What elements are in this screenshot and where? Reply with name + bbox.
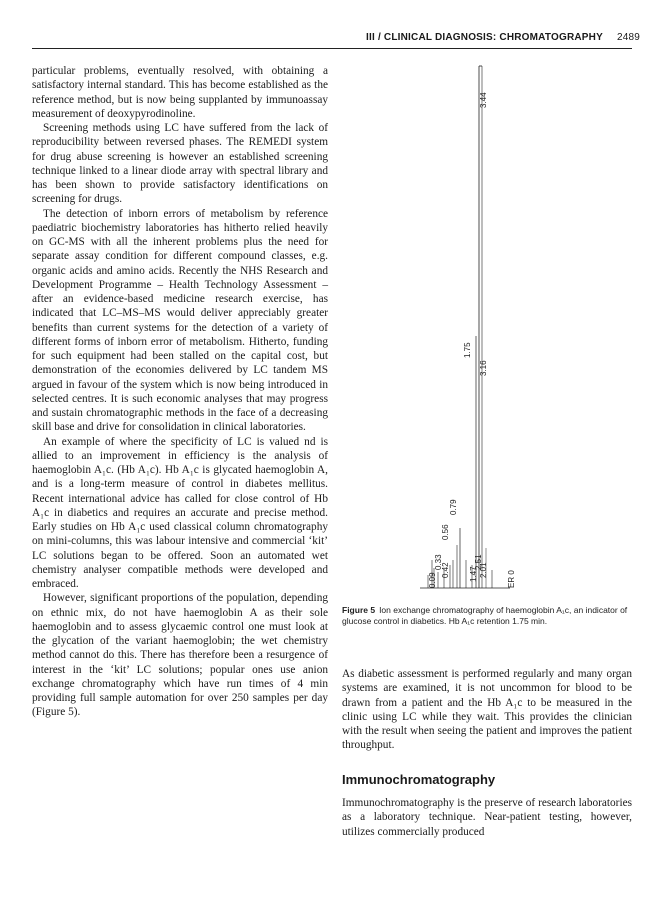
right-column-top <box>342 667 632 753</box>
left-column <box>32 64 328 720</box>
running-head-title: III / CLINICAL DIAGNOSIS: CHROMATOGRAPHY <box>366 32 603 43</box>
peak-label-er: ER 0 <box>507 570 516 588</box>
page-number: 2489 <box>616 32 640 43</box>
section-heading: Immunochromatography <box>342 772 496 787</box>
peak-label: 0.33 <box>434 554 443 570</box>
peak-label: 2.51 <box>474 554 483 570</box>
paragraph: However, significant proportions of the population, depending on ethnic mix, do not have haemoglobin A as their sole haemoglobin and to assess glycaemic control one must look at the glycation of the variant haemoglobin; the wet chemistry method cannot do this. There has therefore been a resurgence of interest in the ‘kit’ LC solutions; popular ones use anion exchange chromatography which have run times of 4 min providing full sample automation for over 250 samples per day (Figure 5). <box>32 592 328 719</box>
peak-label: 0.42 <box>441 562 450 578</box>
peak-label: 1.75 <box>463 342 472 358</box>
peak-label: 2.01 <box>479 562 488 578</box>
figure-caption-text: Ion exchange chromatography of haemoglobin A₁c, an indicator of glucose control in diabetics. Hb A₁c retention 1.75 min. <box>342 605 628 626</box>
figure-caption <box>342 605 634 627</box>
paragraph: The detection of inborn errors of metabolism by reference paediatric biochemistry laboratories has hitherto relied heavily on GC-MS with all the inherent problems plus the need for separate assay condition for different compound classes, e.g. organic acids and amino acids. Recently the NHS Research and Development Programme – Health Technology Assessment – after an evidence-based medicine research exercise, has indicated that LC–MS–MS would deliver appreciably greater benefits than current systems for the detection of a variety of different forms of inborn error of metabolism. Hitherto, funding for such equipment had been stalled on the capital cost, but demonstration of the economies delivered by LC tandem MS argued in favour of the system which is now being introduced in selected centres. It is such economic analyses that may progress and sustain chromatographic methods in the face of a decreasing skill base and drive for consolidation in clinical laboratories. <box>32 207 328 434</box>
peak-label: 0.56 <box>441 524 450 540</box>
header-rule <box>32 48 632 49</box>
peak-label: 3.16 <box>479 360 488 376</box>
peak-label: 0.09 <box>428 572 437 588</box>
paragraph: As diabetic assessment is performed regularly and many organ systems are examined, it is not uncommon for blood to be drawn from a patient and the Hb A₁c to be measured in the clinic using LC while they wait. This provides the clinician with the result when seeing the patient and improves the patient throughput. <box>342 668 632 752</box>
peak-label: 0.79 <box>449 499 458 515</box>
running-head <box>366 32 640 43</box>
peak-label: 3.44 <box>479 92 488 108</box>
figure-label: Figure 5 <box>342 605 376 615</box>
paragraph: Screening methods using LC have suffered from the lack of reproducibility between reversed phases. The REMEDI system for drug abuse screening is however an established screening technique linked to a linear diode array with spectral library and has been shown to provide satisfactory identifications on screening for drugs. <box>32 122 328 206</box>
paragraph: particular problems, eventually resolved, with obtaining a satisfactory internal standard. This has become established as the reference method, but is now being supplanted by immunoassay measurement of deoxypyrodinoline. <box>32 65 328 120</box>
right-column-bottom <box>342 796 632 839</box>
paragraph: An example of where the specificity of LC is valued nd is allied to an improvement in efficiency is the analysis of haemoglobin A₁c. (Hb A₁c). Hb A₁c is glycated haemoglobin A, and is a long-term measure of control in diabetes mellitus. Recent international advice has called for close control of Hb A₁c in diabetics and requires an accurate and precise method. Early studies on Hb A₁c used classical column chromatography on mini-columns, this was labour intensive and commercial ‘kit’ LC solutions began to be offered. Soon an automated wet chemistry analyser compatible methods were developed and embraced. <box>32 435 328 590</box>
chromatogram-figure <box>420 60 530 605</box>
paragraph: Immunochromatography is the preserve of research laboratories as a laboratory technique. Near-patient testing, however, utilizes commercially produced <box>342 797 632 838</box>
peak-label: 1.47 <box>469 566 478 582</box>
